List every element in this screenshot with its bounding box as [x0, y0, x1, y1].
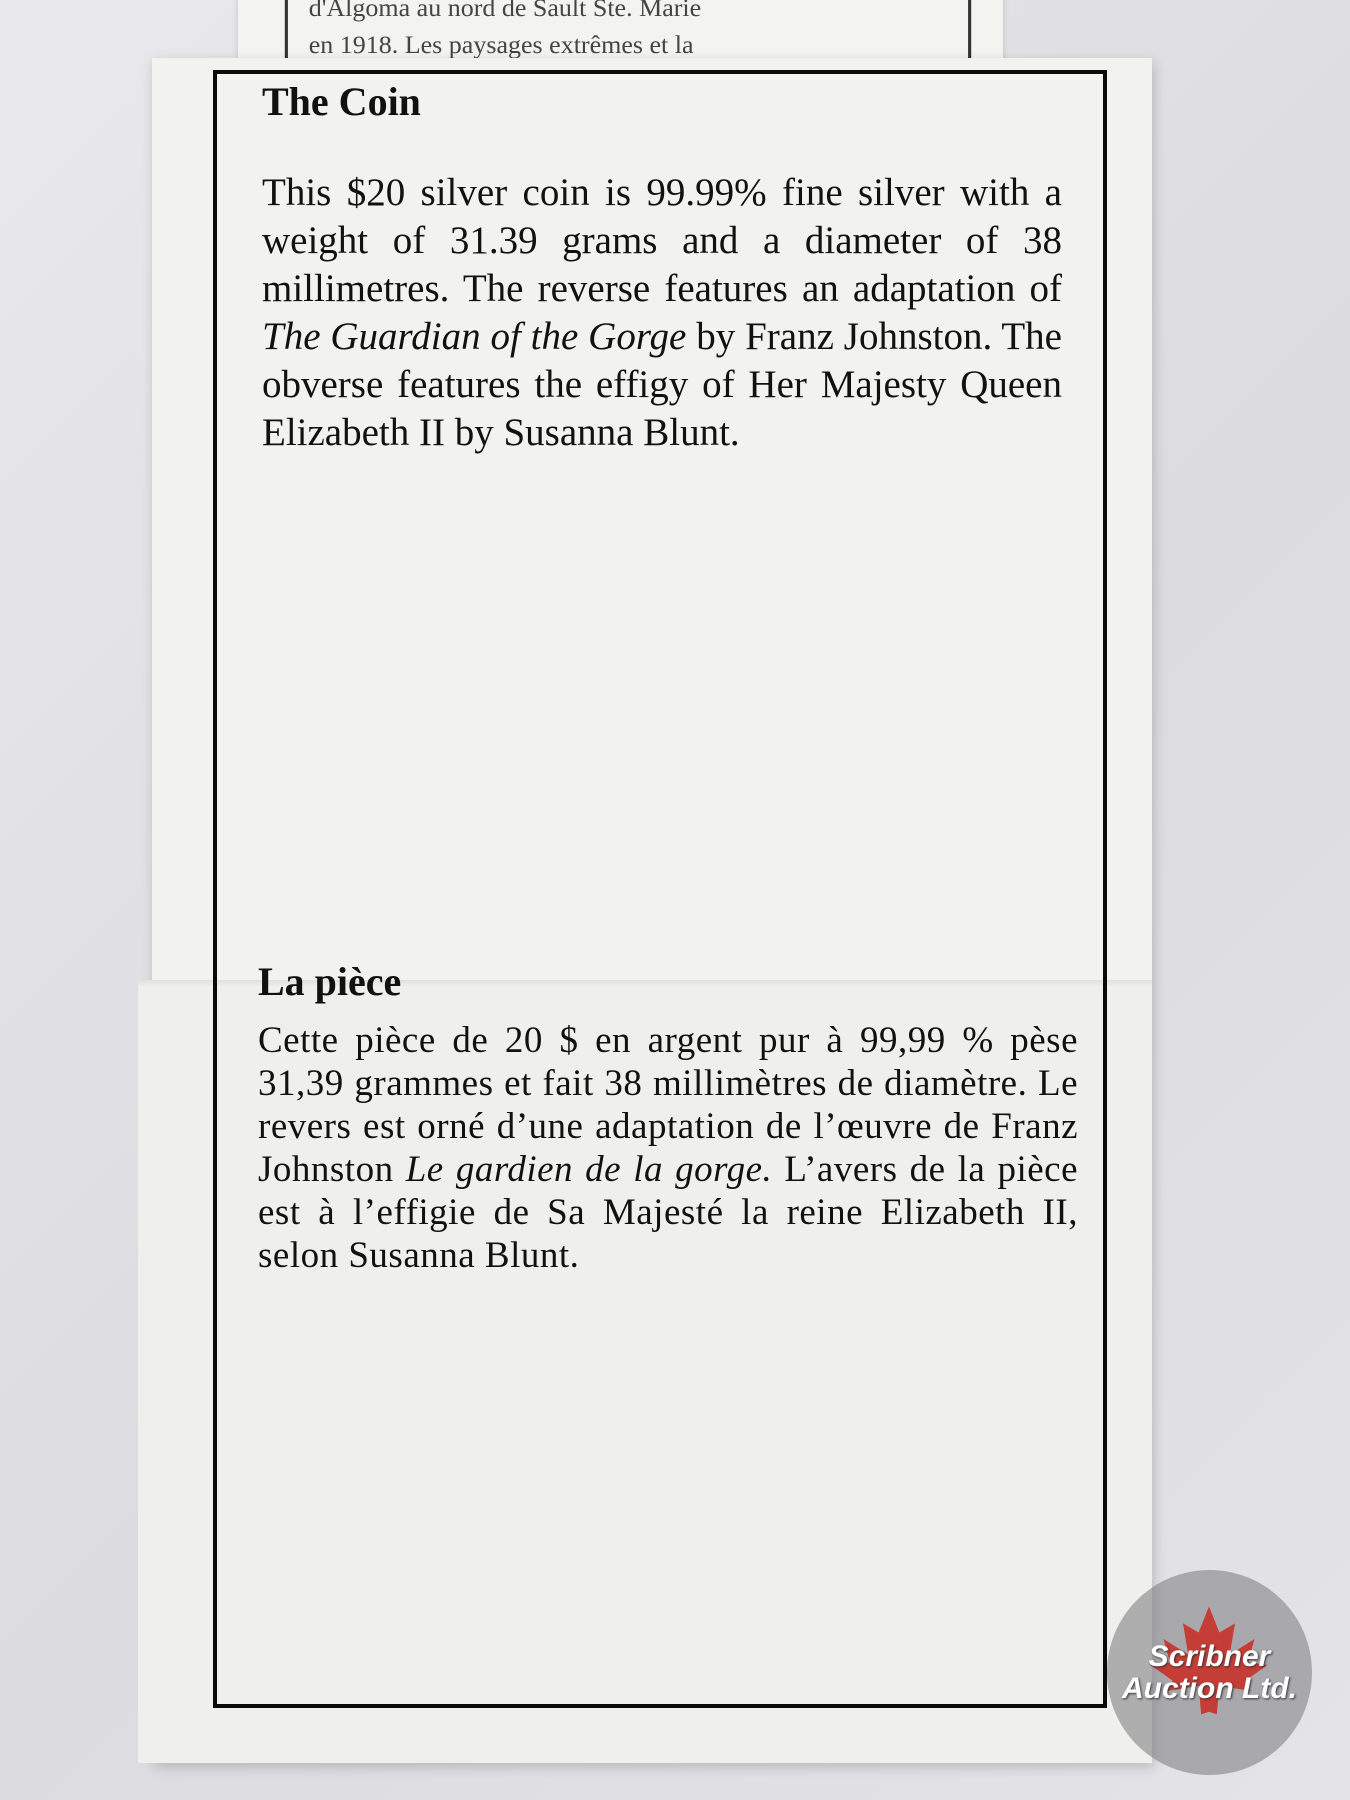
english-text-1: This $20 silver coin is 99.99% fine silver with a weight of 31.39 grams and a diameter of 38 millimetres. The reverse features an adaptation of — [262, 171, 1062, 310]
french-text-2: L’avers de la pièce est à l’effigie de Sa Majesté la reine Elizabeth II, selon Susanna Blunt. — [258, 1149, 1079, 1276]
watermark-text — [1122, 1641, 1297, 1705]
english-paragraph — [262, 169, 1062, 457]
french-section — [258, 958, 1078, 1277]
french-artwork-title: Le gardien de la gorge. — [405, 1149, 773, 1190]
english-section — [262, 78, 1062, 457]
background-card-text — [285, 0, 971, 58]
watermark-line-2: Auction Ltd. — [1122, 1671, 1297, 1705]
english-text-2: by Franz Johnston. The obverse features the effigy of Her Majesty Queen Elizabeth II by Susanna Blunt. — [262, 315, 1062, 454]
watermark-line-1: Scribner — [1148, 1639, 1271, 1673]
background-line-2: en 1918. Les paysages extrêmes et la — [308, 32, 694, 58]
auction-watermark-logo — [1107, 1570, 1312, 1775]
french-text-1: Cette pièce de 20 $ en argent pur à 99,99 % pèse 31,39 grammes et fait 38 millimètres de diamètre. Le revers est orné d’une adaptation de l’œuvre de Franz Johnston — [258, 1020, 1078, 1190]
english-artwork-title: The Guardian of the Gorge — [262, 315, 687, 358]
french-heading: La pièce — [258, 959, 402, 1004]
french-paragraph — [258, 1019, 1078, 1277]
english-heading: The Coin — [262, 79, 421, 124]
background-line-1: d'Algoma au nord de Sault Ste. Marie — [308, 0, 702, 22]
